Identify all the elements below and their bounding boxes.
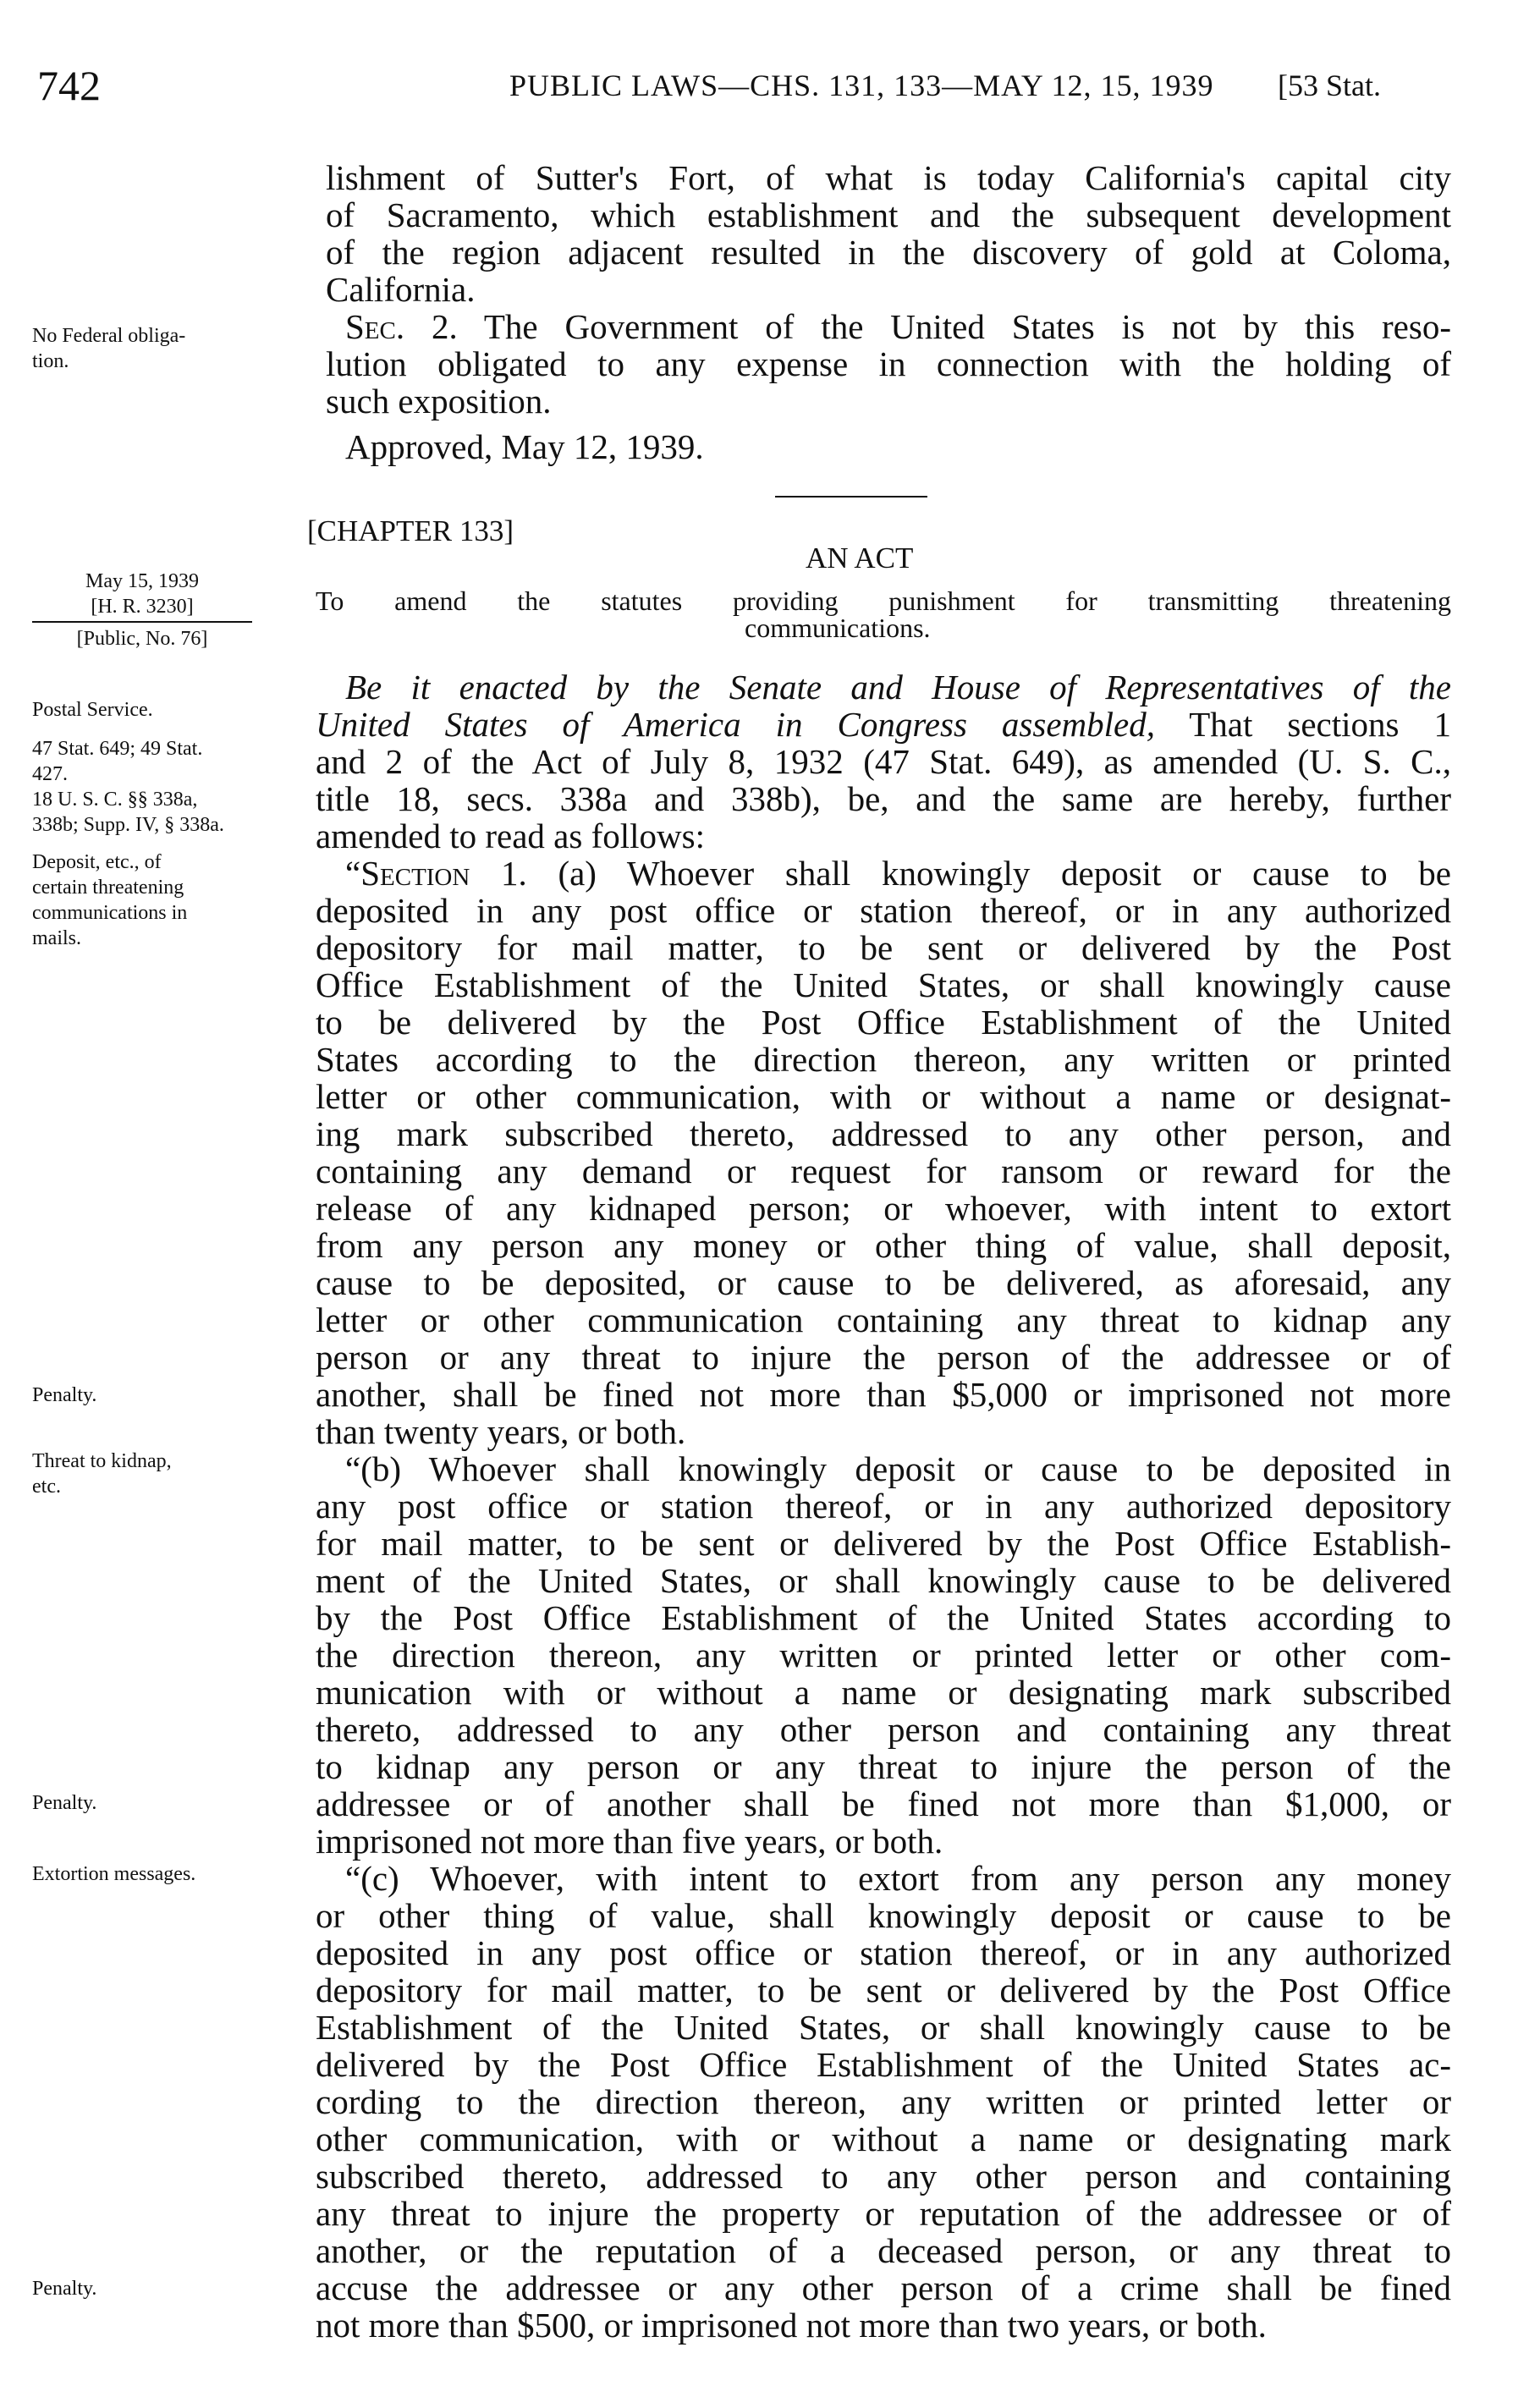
margin-bill: [H. R. 3230] xyxy=(91,596,194,618)
margin-note-penalty-a: Penalty. xyxy=(32,1384,97,1406)
enacting-line xyxy=(316,706,1451,743)
margin-text: etc. xyxy=(32,1476,61,1498)
text-line: amended to read as follows: xyxy=(316,816,705,855)
margin-public-law: [Public, No. 76] xyxy=(76,628,208,650)
sec2-line xyxy=(345,308,1451,345)
text-line: delivered by the Post Office Establishment of the United States ac- xyxy=(316,2045,1451,2084)
enacting-text: That sections 1 xyxy=(1154,705,1451,744)
text-line: from any person any money or other thing of value, shall deposit, xyxy=(316,1226,1451,1265)
section-divider xyxy=(775,496,927,498)
margin-note-deposit xyxy=(32,849,311,951)
approval-date: Approved, May 12, 1939. xyxy=(345,427,704,466)
text-line: another, or the reputation of a deceased person, or any threat to xyxy=(316,2231,1451,2270)
text-line: to kidnap any person or any threat to injure the person of the xyxy=(316,1747,1451,1786)
margin-note-threat xyxy=(32,1449,311,1499)
text-line: Office Establishment of the United States, or shall knowingly cause xyxy=(316,965,1451,1004)
text-line: deposited in any post office or station thereof, or in any authorized xyxy=(316,891,1451,930)
text-line: such exposition. xyxy=(326,382,552,421)
margin-text: 427. xyxy=(32,763,68,785)
margin-text: Deposit, etc., of xyxy=(32,851,162,873)
text-line: subscribed thereto, addressed to any other person and containing xyxy=(316,2157,1451,2196)
text-line: cording to the direction thereon, any written or printed letter or xyxy=(316,2082,1451,2121)
text-line: any post office or station thereof, or in any authorized depository xyxy=(316,1487,1451,1526)
margin-note-stat-ref xyxy=(32,736,311,838)
text-line: letter or other communication, with or without a name or designat- xyxy=(316,1077,1451,1116)
margin-text: 338b; Supp. IV, § 338a. xyxy=(32,814,224,836)
text-line: the direction thereon, any written or printed letter or other com- xyxy=(316,1636,1451,1674)
enacting-italic: United States of America in Congress assembled, xyxy=(316,705,1155,744)
text-line: of the region adjacent resulted in the discovery of gold at Coloma, xyxy=(326,233,1451,272)
sec2-text: The Government of the United States is not by this reso- xyxy=(457,307,1451,346)
margin-text: 18 U. S. C. §§ 338a, xyxy=(32,789,198,811)
margin-note-extortion: Extortion messages. xyxy=(32,1863,196,1885)
enacting-clause: Be it enacted by the Senate and House of Representatives of the xyxy=(345,668,1451,706)
page-number: 742 xyxy=(37,62,101,109)
margin-text: No Federal obliga- xyxy=(32,325,186,347)
margin-note-penalty-c: Penalty. xyxy=(32,2278,97,2300)
act-purpose-cont: communications. xyxy=(745,613,931,643)
text-line: any threat to injure the property or reputation of the addressee or of xyxy=(316,2194,1451,2233)
margin-text: certain threatening xyxy=(32,877,184,899)
text-line: cause to be deposited, or cause to be delivered, as aforesaid, any xyxy=(316,1263,1451,1302)
text-line: munication with or without a name or designating mark subscribed xyxy=(316,1673,1451,1712)
margin-note-bill-info xyxy=(32,569,252,651)
text-line: person or any threat to injure the person of the addressee or of xyxy=(316,1338,1451,1377)
text-line: for mail matter, to be sent or delivered by the Post Office Establish- xyxy=(316,1524,1451,1563)
text-line: Establishment of the United States, or shall knowingly cause to be xyxy=(316,2008,1451,2047)
text-line: ment of the United States, or shall knowingly cause to be delivered xyxy=(316,1561,1451,1600)
text-line: States according to the direction thereon, any written or printed xyxy=(316,1040,1451,1079)
text-line: accuse the addressee or any other person of a crime shall be fined xyxy=(316,2268,1451,2307)
text-line: title 18, secs. 338a and 338b), be, and the same are hereby, further xyxy=(316,779,1451,818)
text-line: California. xyxy=(326,270,476,309)
running-title: PUBLIC LAWS—CHS. 131, 133—MAY 12, 15, 1939 xyxy=(509,69,1214,102)
text-line: ing mark subscribed thereto, addressed to any other person, and xyxy=(316,1114,1451,1153)
text-line: “(b) Whoever shall knowingly deposit or cause to be deposited in xyxy=(345,1449,1451,1488)
section-label: Sec. 2. xyxy=(345,307,458,346)
margin-text: Threat to kidnap, xyxy=(32,1450,172,1472)
text-line: deposited in any post office or station thereof, or in any authorized xyxy=(316,1933,1451,1972)
margin-note-penalty-b: Penalty. xyxy=(32,1792,97,1814)
text-line: addressee or of another shall be fined not more than $1,000, or xyxy=(316,1784,1451,1823)
margin-text: tion. xyxy=(32,350,69,372)
text-line: imprisoned not more than five years, or both. xyxy=(316,1822,943,1861)
margin-text: communications in xyxy=(32,902,188,924)
text-line: of Sacramento, which establishment and the subsequent development xyxy=(326,195,1451,234)
text-line: not more than $500, or imprisoned not more than two years, or both. xyxy=(316,2306,1267,2345)
chapter-label: [CHAPTER 133] xyxy=(307,514,514,547)
text-line: lution obligated to any expense in connection with the holding of xyxy=(326,344,1451,383)
text-line: than twenty years, or both. xyxy=(316,1412,686,1451)
text-line: by the Post Office Establishment of the United States according to xyxy=(316,1598,1451,1637)
text-line: letter or other communication containing any threat to kidnap any xyxy=(316,1300,1451,1339)
act-heading: AN ACT xyxy=(806,542,914,575)
text-line: other communication, with or without a name or designating mark xyxy=(316,2119,1451,2158)
statute-volume: [53 Stat. xyxy=(1278,69,1381,102)
margin-text: mails. xyxy=(32,927,81,949)
text-line: release of any kidnaped person; or whoever, with intent to extort xyxy=(316,1189,1451,1228)
margin-text: 47 Stat. 649; 49 Stat. xyxy=(32,738,203,760)
text-line: depository for mail matter, to be sent or delivered by the Post Office xyxy=(316,1971,1451,2009)
text-line: “(c) Whoever, with intent to extort from any person any money xyxy=(345,1859,1451,1898)
section-label: Section xyxy=(360,854,470,893)
text-line: thereto, addressed to any other person and containing any threat xyxy=(316,1710,1451,1749)
act-purpose: To amend the statutes providing punishment for transmitting threatening xyxy=(316,586,1451,616)
section1-text: 1. (a) Whoever shall knowingly deposit or cause to be xyxy=(470,854,1451,893)
text-line: lishment of Sutter's Fort, of what is today California's capital city xyxy=(326,158,1451,197)
margin-rule xyxy=(32,621,252,623)
text-line: and 2 of the Act of July 8, 1932 (47 Stat. 649), as amended (U. S. C., xyxy=(316,742,1451,781)
text-line: or other thing of value, shall knowingly deposit or cause to be xyxy=(316,1896,1451,1935)
open-quote: “ xyxy=(345,854,361,893)
text-line: to be delivered by the Post Office Establishment of the United xyxy=(316,1003,1451,1042)
margin-date: May 15, 1939 xyxy=(85,570,199,592)
section1-heading-line xyxy=(345,855,1451,892)
margin-note-postal: Postal Service. xyxy=(32,699,153,721)
text-line: depository for mail matter, to be sent or delivered by the Post xyxy=(316,928,1451,967)
text-line: containing any demand or request for ransom or reward for the xyxy=(316,1152,1451,1190)
text-line: another, shall be fined not more than $5,000 or imprisoned not more xyxy=(316,1375,1451,1414)
margin-note-no-federal xyxy=(32,323,311,374)
